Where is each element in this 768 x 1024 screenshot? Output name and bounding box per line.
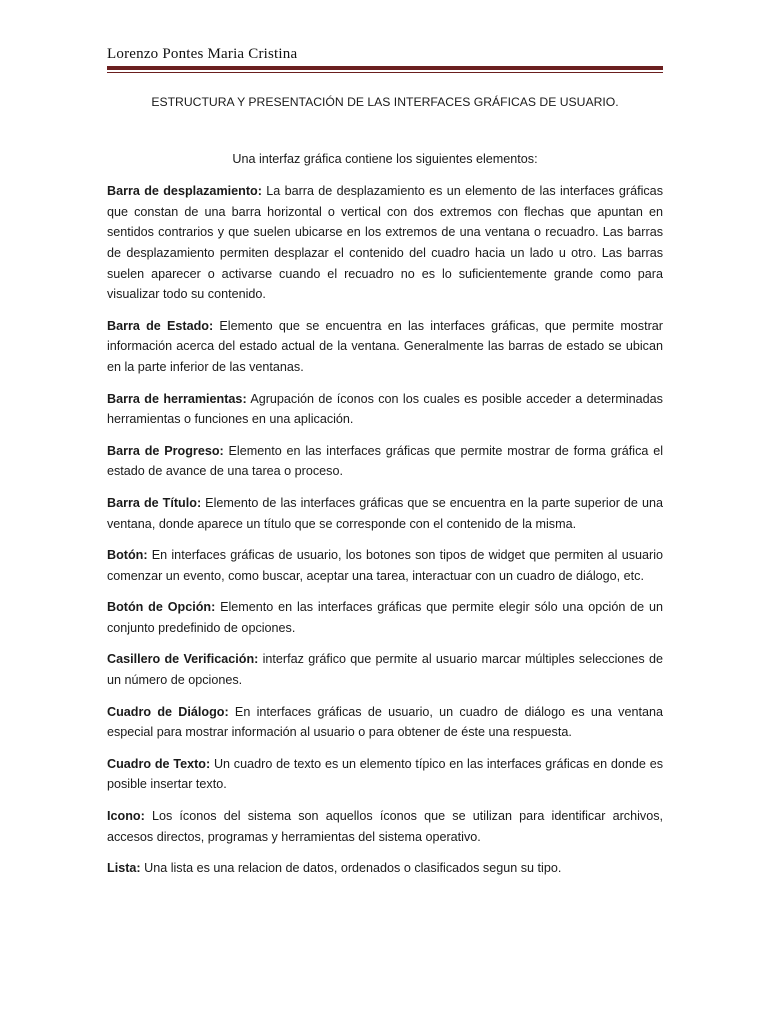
entry-definition: En interfaces gráficas de usuario, un cuadro de diálogo es una ventana especial para mostrar información al usuario o para obtener de éste una respuesta. [107, 704, 663, 740]
entry-definition: Una lista es una relacion de datos, ordenados o clasificados segun su tipo. [140, 861, 562, 876]
entry-definition: Agrupación de íconos con los cuales es posible acceder a determinadas herramientas o funciones en una aplicación. [107, 391, 663, 427]
entry-boton [107, 545, 663, 586]
entry-term: Lista: [107, 861, 141, 876]
entry-lista [107, 858, 663, 879]
entry-icono [107, 806, 663, 847]
page-header [107, 44, 663, 64]
entry-cuadro-de-dialogo [107, 702, 663, 743]
entry-definition: Un cuadro de texto es un elemento típico en las interfaces gráficas en donde es posible insertar texto. [107, 756, 663, 792]
entry-term: Cuadro de Diálogo: [107, 704, 229, 719]
header-author: Lorenzo Pontes Maria Cristina [107, 46, 298, 62]
entry-cuadro-de-texto [107, 754, 663, 795]
entry-definition: Elemento en las interfaces gráficas que permite mostrar de forma gráfica el estado de avance de una tarea o proceso. [107, 443, 663, 479]
entry-term: Barra de Título: [107, 495, 202, 510]
header-rule-thick [107, 66, 663, 70]
entry-definition: En interfaces gráficas de usuario, los botones son tipos de widget que permiten al usuario comenzar un evento, como buscar, aceptar una tarea, interactuar con un cuadro de diálogo, etc. [107, 548, 663, 583]
entry-definition: Elemento que se encuentra en las interfaces gráficas, que permite mostrar información acerca del estado actual de la ventana. Generalmente las barras de estado se ubican en la parte inferior de las ventanas. [107, 318, 663, 374]
entry-term: Barra de Estado: [107, 318, 214, 333]
entry-barra-de-progreso [107, 441, 663, 482]
entry-definition: Elemento de las interfaces gráficas que se encuentra en la parte superior de una ventana, donde aparece un título que se corresponde con el contenido de la misma. [107, 495, 663, 531]
entry-barra-de-estado [107, 316, 663, 378]
intro-paragraph: Una interfaz gráfica contiene los siguientes elementos: [232, 151, 538, 166]
entry-term: Botón: [107, 548, 148, 563]
entry-barra-de-titulo [107, 493, 663, 534]
entry-barra-de-desplazamiento [107, 181, 663, 305]
header-rule-thin [107, 72, 663, 73]
document-title: ESTRUCTURA Y PRESENTACIÓN DE LAS INTERFACES GRÁFICAS DE USUARIO. [151, 95, 619, 109]
entry-term: Barra de desplazamiento: [107, 184, 262, 199]
entry-barra-de-herramientas [107, 389, 663, 430]
entry-boton-de-opcion [107, 597, 663, 638]
entry-term: Icono: [107, 809, 145, 824]
entry-definition: Elemento en las interfaces gráficas que permite elegir sólo una opción de un conjunto predefinido de opciones. [107, 600, 663, 635]
entry-term: Cuadro de Texto: [107, 756, 211, 771]
entry-term: Barra de herramientas: [107, 391, 247, 406]
entry-definition: interfaz gráfico que permite al usuario marcar múltiples selecciones de un número de opciones. [107, 652, 663, 688]
entry-definition: Los íconos del sistema son aquellos íconos que se utilizan para identificar archivos, accesos directos, programas y herramientas del sistema operativo. [107, 809, 663, 844]
document-body [107, 90, 663, 890]
entry-term: Barra de Progreso: [107, 443, 224, 458]
entry-casillero-de-verificacion [107, 649, 663, 690]
entry-term: Botón de Opción: [107, 600, 216, 615]
entry-definition: La barra de desplazamiento es un elemento de las interfaces gráficas que constan de una barra horizontal o vertical con dos extremos con flechas que apuntan en sentidos contrarios y que suelen ubicarse en los extremos de una ventana o recuadro. Las barras de desplazamiento permiten desplazar el contenido del cuadro hacia un lado u otro. Las barras suelen aparecer o activarse cuando el recuadro no es lo suficientemente grande como para visualizar todo su contenido. [107, 184, 663, 302]
entry-term: Casillero de Verificación: [107, 652, 259, 667]
